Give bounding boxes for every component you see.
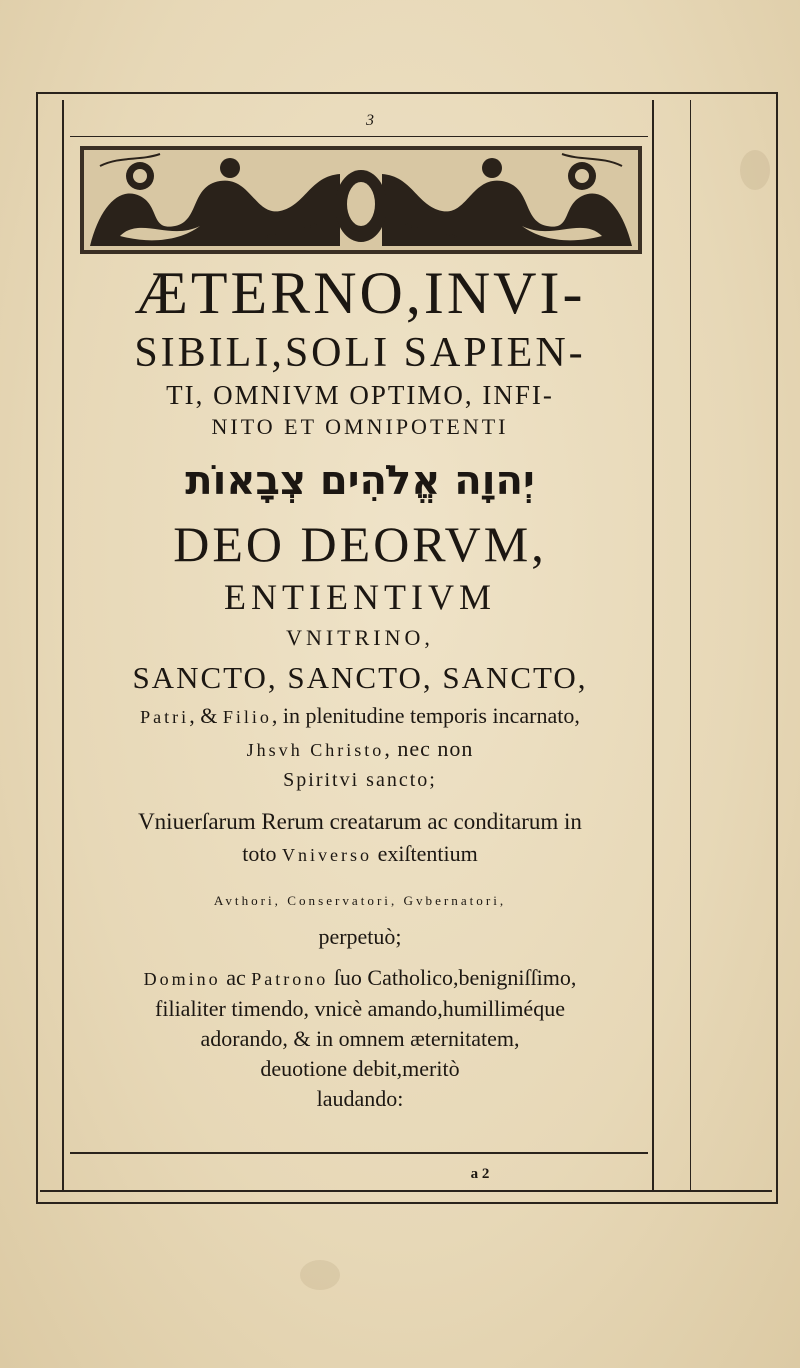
footer-rule <box>70 1152 648 1154</box>
ornamental-headpiece-icon <box>80 146 642 254</box>
dedication-line-universo <box>70 838 650 871</box>
dedication-line-deuotione: deuotione debit,meritò <box>260 1056 460 1081</box>
dedication-line-3: TI, OMNIVM OPTIMO, INFI- <box>166 380 554 410</box>
dedication-line-filialiter: filialiter timendo, vnicè amando,humilliméque <box>155 996 565 1021</box>
dedication-text <box>70 258 650 1114</box>
dedication-line-adorando: adorando, & in omnem æternitatem, <box>200 1026 520 1051</box>
dedication-line-vnitrino: VNITRINO, <box>286 625 434 650</box>
dedication-line-domino <box>70 963 650 994</box>
and-word: , & <box>189 703 223 728</box>
hebrew-divine-name: יְהוָה אֱלֹהִים צְבָאוֹת <box>185 458 535 504</box>
dedication-line-avthori: Avthori, Conservatori, Gvbernatori, <box>213 893 507 908</box>
dedication-line-sancto: SANCTO, SANCTO, SANCTO, <box>132 660 588 695</box>
dedication-line-deo: DEO DEORVM, <box>173 516 547 572</box>
catholico-phrase: ſuo Catholico,benigniſſimo, <box>328 965 577 990</box>
patri-word: Patri <box>140 707 190 727</box>
existentium-word: exiſtentium <box>372 841 478 866</box>
domino-word: Domino <box>143 969 221 989</box>
vniverso-word: Vniverso <box>281 845 373 865</box>
dedication-line-spiritvi: Spiritvi sancto; <box>283 769 437 791</box>
dedication-line-perpetuo: perpetuò; <box>318 924 402 949</box>
dedication-line-2: SIBILI,SOLI SAPIEN- <box>134 330 586 376</box>
paper-stain <box>300 1260 340 1290</box>
nec-non-phrase: , nec non <box>384 736 474 761</box>
dedication-line-christo <box>70 733 650 766</box>
patrono-word: Patrono <box>251 969 329 989</box>
page-number: 3 <box>366 112 374 129</box>
dedication-line-4: NITO ET OMNIPOTENTI <box>211 414 509 439</box>
dedication-line-laudando: laudando: <box>316 1086 404 1111</box>
frame-rule-right <box>652 100 654 1190</box>
ac-word: ac <box>220 965 252 990</box>
signature-mark: a 2 <box>470 1166 490 1182</box>
footer-rule-outer <box>40 1190 772 1192</box>
toto-word: toto <box>242 841 282 866</box>
filio-word: Filio <box>222 707 272 727</box>
incarnato-phrase: , in plenitudine temporis incarnato, <box>271 703 580 728</box>
dedication-line-vniuersarum: Vniuerſarum Rerum creatarum ac conditarum in <box>138 809 582 834</box>
jhsvh-christo-words: Jhsvh Christo <box>246 740 385 760</box>
dedication-line-patri <box>70 700 650 733</box>
dedication-line-1: ÆTERNO,INVI- <box>134 260 586 326</box>
dedication-line-entientium: ENTIENTIVM <box>224 577 496 617</box>
frame-rule-right-outer <box>690 100 691 1190</box>
frame-rule-left <box>62 100 64 1190</box>
header-rule <box>70 136 648 137</box>
